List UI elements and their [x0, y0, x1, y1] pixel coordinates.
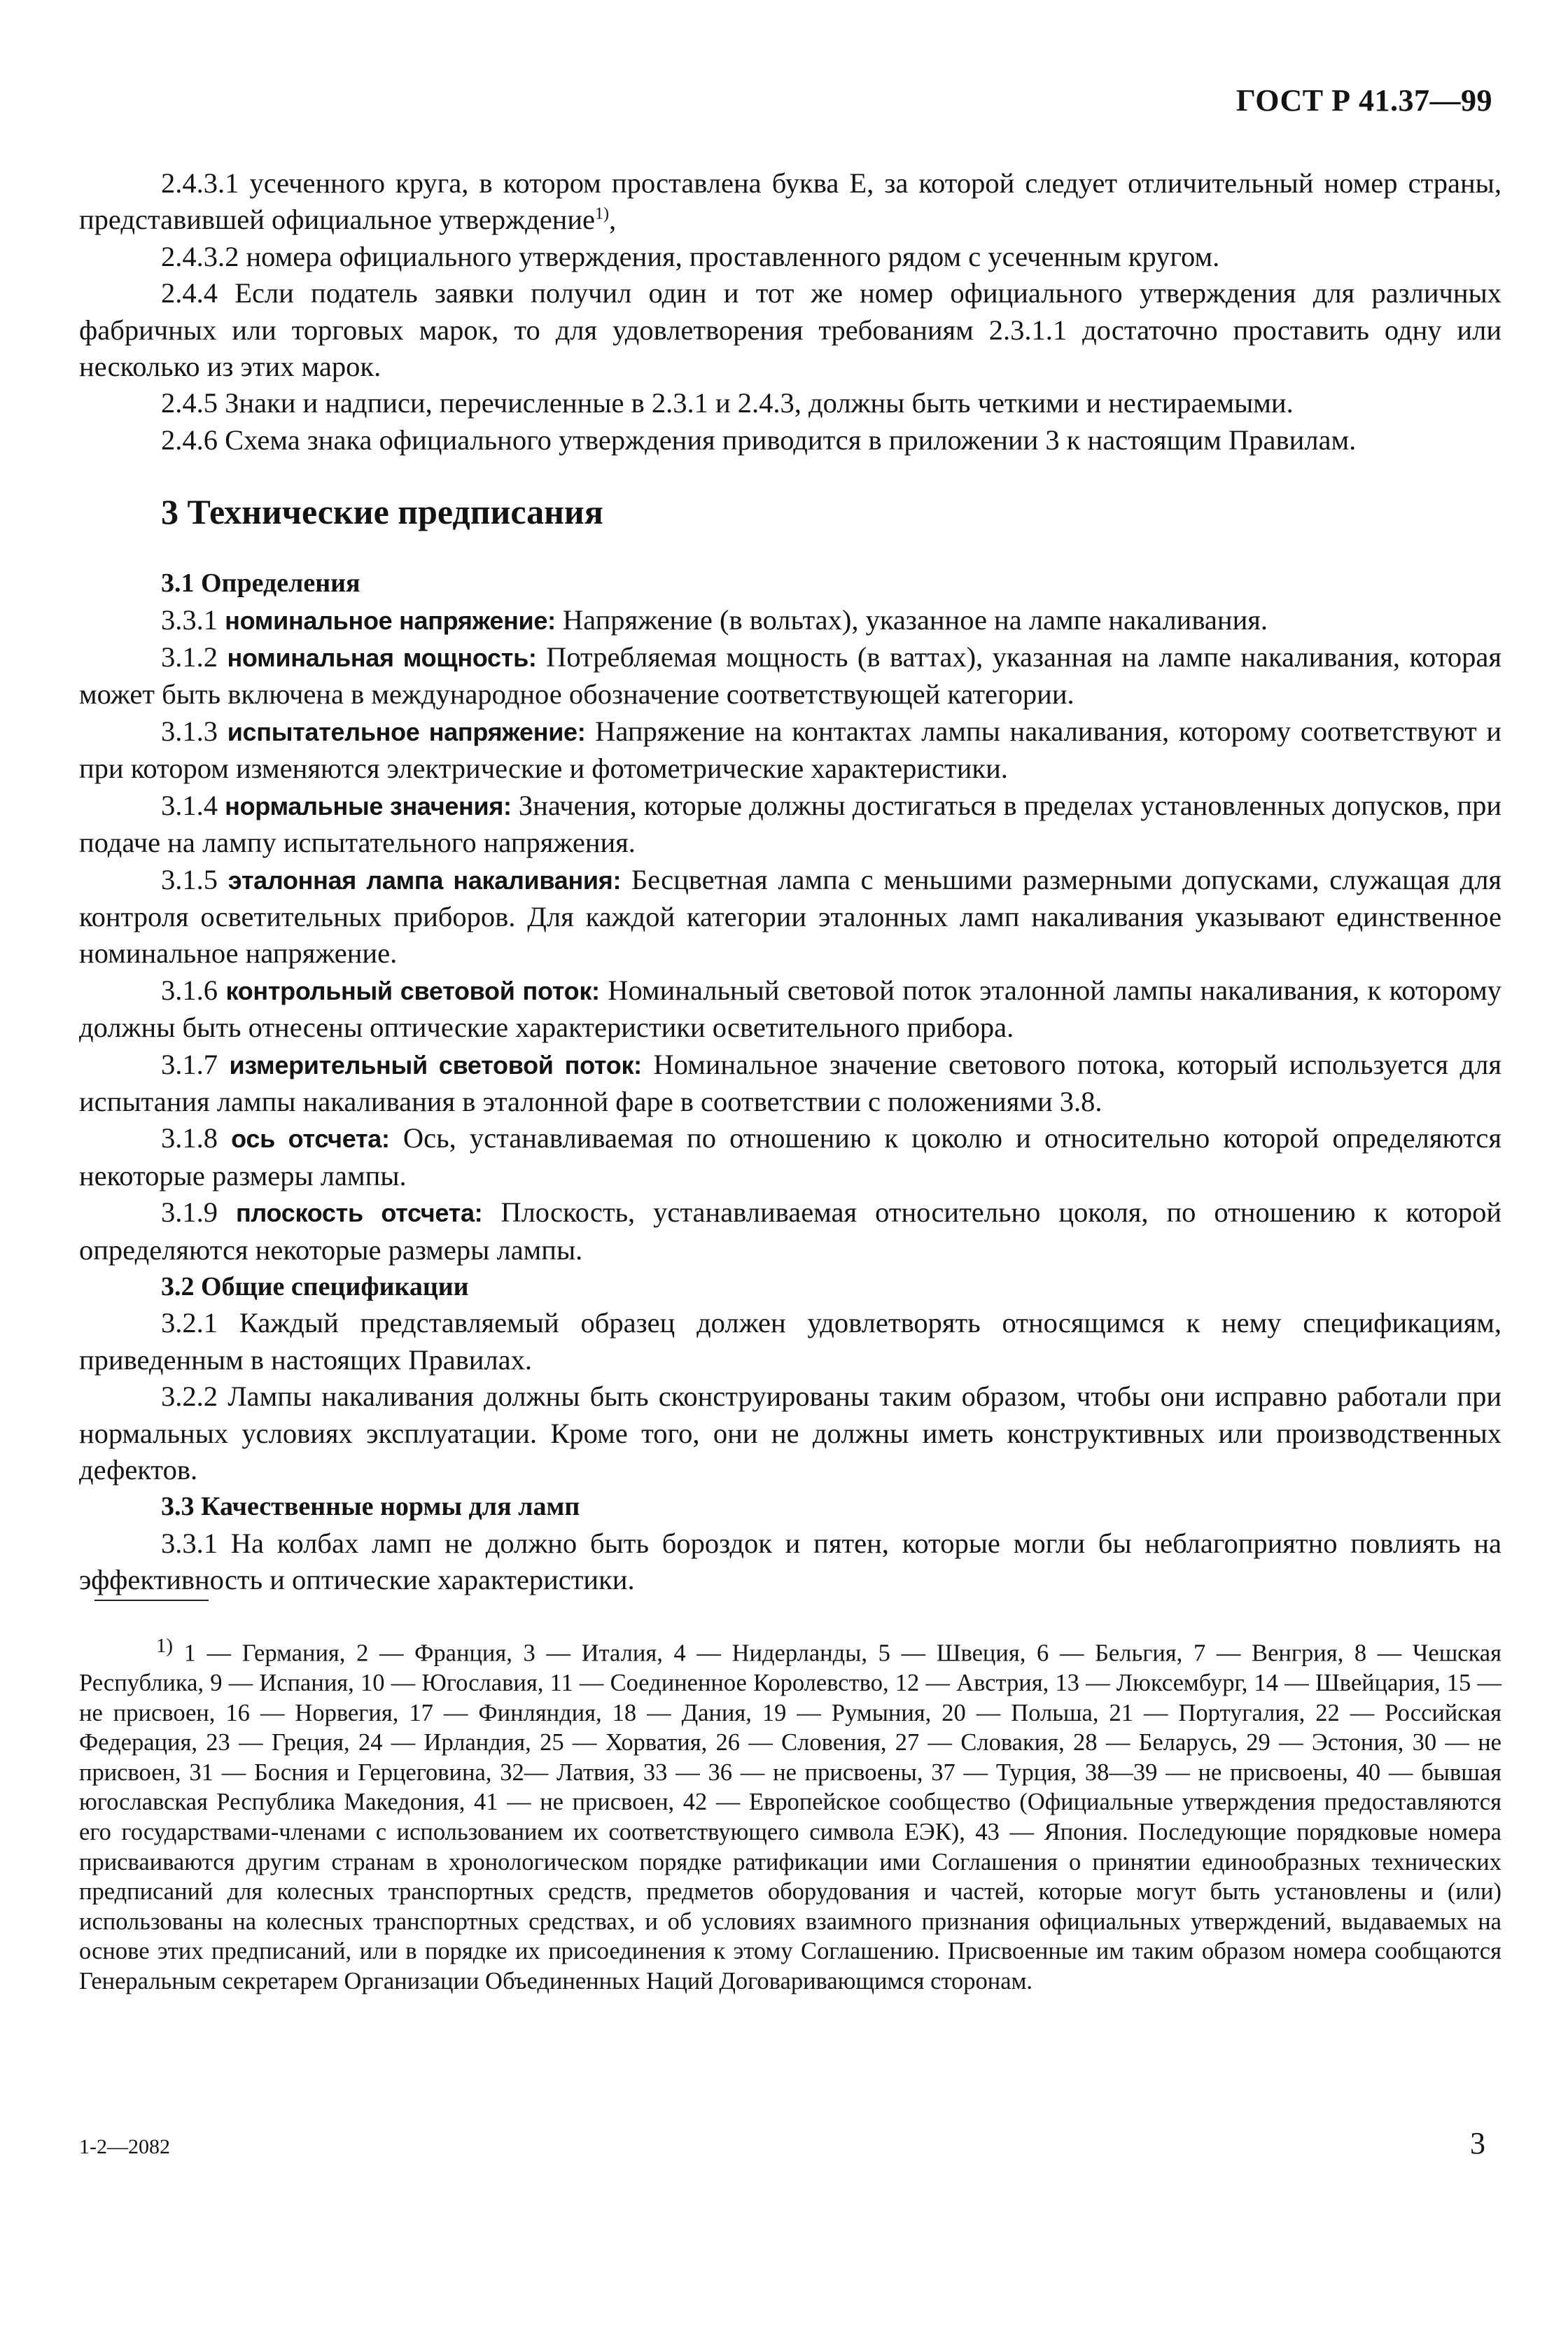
subsection-3-1-title: 3.1 Определения [161, 568, 360, 599]
definition-number: 3.1.2 [161, 641, 218, 673]
footnote-divider [94, 1600, 209, 1601]
document-body [79, 165, 1502, 1599]
definition-term: номинальное напряжение: [225, 606, 556, 635]
footnote [79, 1631, 1502, 1997]
definition-text: Номинальное значение светового потока, который используется для испытания лампы накаливания в эталонной фаре в соответствии с положениями 3.8. [79, 1048, 1502, 1117]
subsection-3-2-title: 3.2 Общие спецификации [161, 1271, 469, 1301]
definition-number: 3.1.6 [161, 974, 218, 1006]
definition-item [79, 639, 1502, 713]
definition-term: нормальные значения: [225, 791, 512, 820]
definition-term: испытательное напряжение: [227, 717, 586, 746]
definition-text: Ось, устанавливаемая по отношению к цоколю и относительно которой определяются некоторые размеры лампы. [79, 1122, 1502, 1192]
definition-text: Номинальный световой поток эталонной лампы накаливания, к которому должны быть отнесены оптические характеристики осветительного прибора. [79, 974, 1502, 1044]
definition-number: 3.1.8 [161, 1122, 218, 1154]
paragraph-2-4-6: 2.4.6 Схема знака официального утверждения приводится в приложении 3 к настоящим Правилам. [161, 424, 1357, 456]
footnote-text: 1 — Германия, 2 — Франция, 3 — Италия, 4 — Нидерланды, 5 — Швеция, 6 — Бельгия, 7 — Венгрия, 8 — Чешская Республика, 9 — Испания, 10 — Югославия, 11 — Соединенное Королевство, 12 — Австрия, 13 — Люксембург, 14 — Швейцария, 15 — не присвоен, 16 — Норвегия, 17 — Финляндия, 18 — Дания, 19 — Румыния, 20 — Польша, 21 — Португалия, 22 — Российская Федерация, 23 — Греция, 24 — Ирландия, 25 — Хорватия, 26 — Словения, 27 — Словакия, 28 — Беларусь, 29 — Эстония, 30 — не присвоен, 31 — Босния и Герцеговина, 32— Латвия, 33 — 36 — не присвоены, 37 — Турция, 38—39 — не присвоены, 40 — бывшая югославская Республика Македония, 41 — не присвоен, 42 — Европейское сообщество (Официальные утверждения предоставляются его государствами-членами с использованием их соответствующего символа ЕЭК), 43 — Япония. Последующие порядковые номера присваиваются другим странам в хронологическом порядке ратификации ими Соглашения о принятии единообразных технических предписаний для колесных транспортных средств, предметов оборудования и частей, которые могут быть установлены и (или) использованы на колесных транспортных средствах, и об условиях взаимного признания официальных утверждений, выдаваемых на основе этих предписаний, или в порядке их присоединения к этому Соглашению. Присвоенные им таким образом номера сообщаются Генеральным секретарем Организации Объединенных Наций Договаривающимся сторонам. [79, 1640, 1502, 1995]
definition-text: Бесцветная лампа с меньшими размерными допусками, служащая для контроля осветительных приборов. Для каждой категории эталонных ламп накаливания указывают единственное номинальное напряжение. [79, 863, 1502, 970]
definition-item [79, 862, 1502, 972]
page-number: 3 [1470, 2126, 1485, 2160]
definition-number: 3.1.9 [161, 1196, 218, 1229]
paragraph-2-4-4: 2.4.4 Если податель заявки получил один и тот же номер официального утверждения для различных фабричных или торговых марок, то для удовлетворения требованиям 2.3.1.1 достаточно проставить одну или несколько из этих марок. [79, 277, 1502, 383]
definition-item [79, 602, 1502, 639]
definition-text: Потребляемая мощность (в ваттах), указанная на лампе накаливания, которая может быть включена в международное обозначение соответствующей категории. [79, 641, 1502, 711]
paragraph-2-4-3-2: 2.4.3.2 номера официального утверждения, проставленного рядом с усеченным кругом. [161, 240, 1220, 272]
paragraph-3-2-1: 3.2.1 Каждый представляемый образец должен удовлетворять относящимся к нему спецификациям, приведенным в настоящих Правилах. [79, 1307, 1502, 1376]
subsection-3-3-title: 3.3 Качественные нормы для ламп [161, 1492, 580, 1522]
print-code: 1-2—2082 [79, 2135, 170, 2158]
definition-text: Значения, которые должны достигаться в пределах установленных допусков, при подаче на лампу испытательного напряжения. [79, 789, 1502, 859]
section-title: 3 Технические предписания [161, 492, 603, 532]
paragraph-2-4-3-1 [79, 165, 1502, 239]
definition-term: эталонная лампа накаливания: [227, 865, 622, 895]
definition-number: 3.3.1 [161, 603, 218, 636]
definition-item [79, 1194, 1502, 1269]
definition-term: плоскость отсчета: [235, 1199, 483, 1228]
paragraph-3-3-1: 3.3.1 На колбах ламп не должно быть бороздок и пятен, которые могли бы неблагоприятно повлиять на эффективность и оптические характеристики. [79, 1527, 1502, 1596]
definition-number: 3.1.5 [161, 863, 218, 895]
definition-text: Напряжение (в вольтах), указанное на лампе накаливания. [562, 603, 1268, 636]
definition-number: 3.1.7 [161, 1048, 218, 1080]
definition-term: контрольный световой поток: [225, 976, 600, 1005]
footnote-marker-ref: 1) [156, 1635, 173, 1657]
footnote-marker[interactable]: 1) [595, 204, 609, 223]
definition-text: Напряжение на контактах лампы накаливания, которому соответствуют и при котором изменяются электрические и фотометрические характеристики. [79, 715, 1502, 785]
paragraph-text: 2.4.3.1 усеченного круга, в котором проставлена буква Е, за которой следует отличительный номер страны, представившей официальное утверждение [79, 167, 1502, 236]
paragraph-3-2-2: 3.2.2 Лампы накаливания должны быть сконструированы таким образом, чтобы они исправно работали при нормальных условиях эксплуатации. Кроме того, они не должны иметь конструктивных или производственных дефектов. [79, 1381, 1502, 1486]
paragraph-2-4-5: 2.4.5 Знаки и надписи, перечисленные в 2.3.1 и 2.4.3, должны быть четкими и нестираемыми. [161, 387, 1294, 419]
definition-term: измерительный световой поток: [229, 1050, 642, 1079]
definition-item [79, 1120, 1502, 1194]
definition-term: ось отсчета: [231, 1124, 390, 1154]
paragraph-tail: , [609, 204, 617, 236]
definition-number: 3.1.4 [161, 789, 218, 821]
definition-text: Плоскость, устанавливаемая относительно цоколя, по отношению к которой определяются некоторые размеры лампы. [79, 1196, 1502, 1266]
definition-item [79, 1047, 1502, 1121]
definition-number: 3.1.3 [161, 715, 218, 747]
definition-item [79, 972, 1502, 1047]
definition-item [79, 713, 1502, 788]
page-header: ГОСТ Р 41.37—99 [1236, 83, 1492, 118]
definition-term: номинальная мощность: [227, 643, 537, 673]
definition-item [79, 788, 1502, 862]
